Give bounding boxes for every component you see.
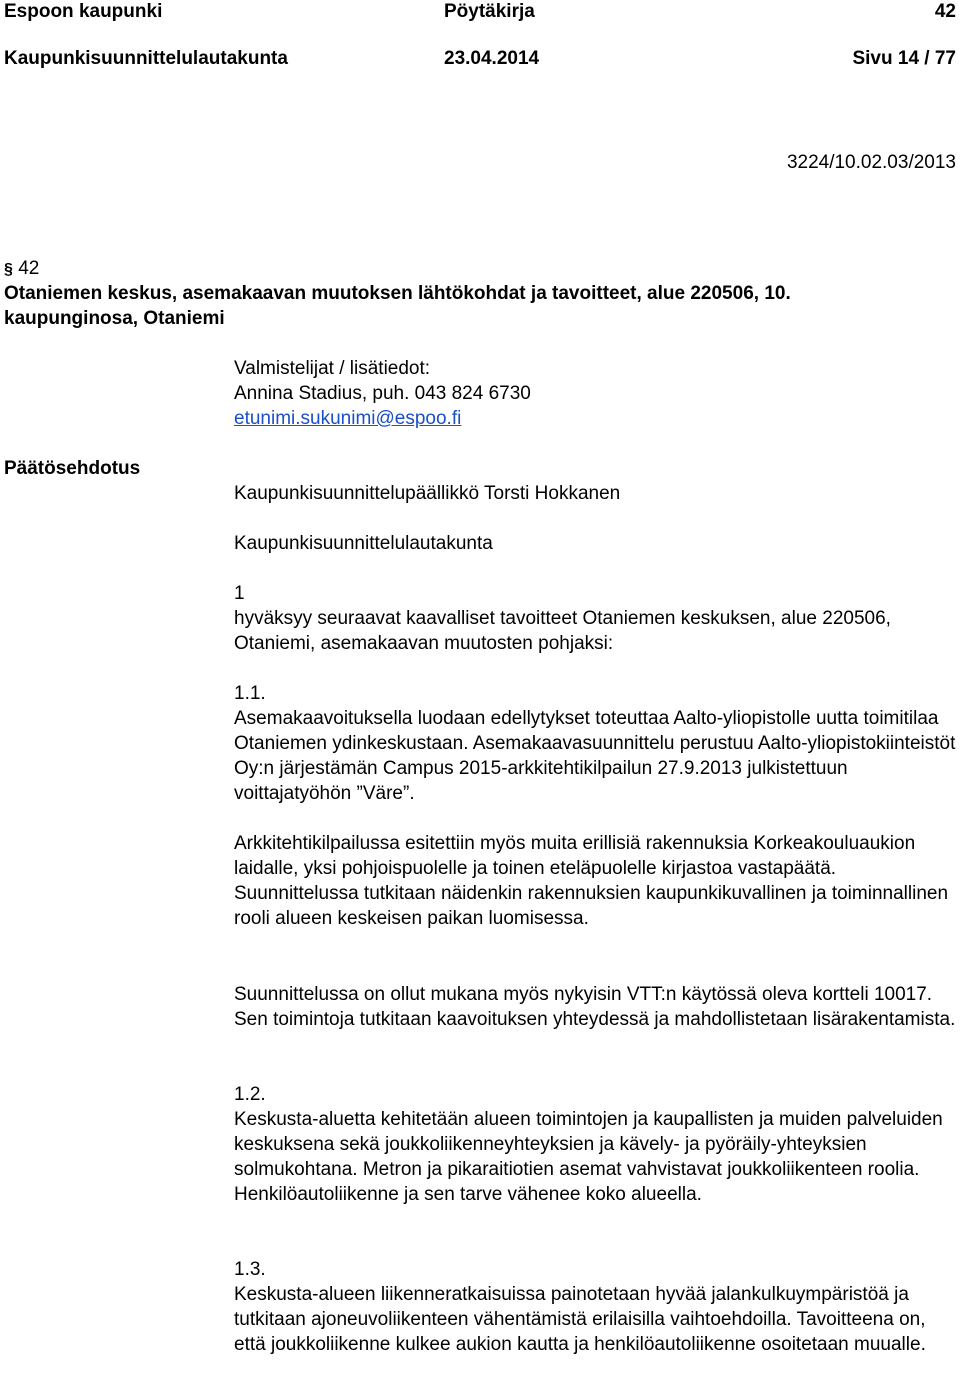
- committee-name: Kaupunkisuunnittelulautakunta: [4, 48, 288, 69]
- document-type: Pöytäkirja: [444, 1, 535, 22]
- item-number: 42: [18, 258, 40, 279]
- preparer-name-phone: Annina Stadius, puh. 043 824 6730: [234, 383, 531, 404]
- proposer: Kaupunkisuunnittelupäällikkö Torsti Hokkanen: [234, 483, 621, 504]
- page-number: Sivu 14 / 77: [852, 48, 956, 69]
- section-1-1-text-3: [234, 982, 956, 1032]
- section-1-1-paragraph-3: Suunnittelussa on ollut mukana myös nykyisin VTT:n käytössä oleva kortteli 10017. Sen toimintoja tutkitaan kaavoituksen yhteydessä ja mahdollistetaan lisärakentamista.: [234, 984, 956, 1030]
- organization-name: Espoon kaupunki: [4, 1, 163, 22]
- deciding-body: Kaupunkisuunnittelulautakunta: [234, 533, 493, 554]
- item-title-line-1: Otaniemen keskus, asemakaavan muutoksen lähtökohdat ja tavoitteet, alue 220506, 10.: [4, 283, 791, 304]
- section-1-1-paragraph-1: Asemakaavoituksella luodaan edellytykset toteuttaa Aalto-yliopistolle uutta toimitilaa Otaniemen ydinkeskustaan. Asemakaavasuunnittelu perustuu Aalto-yliopistokiinteistöt Oy:n järjestämän Campus 2015-arkkitehtikilpailun 27.9.2013 julkistettuun voittajatyöhön ”Väre”.: [234, 708, 956, 804]
- section-number-1-1: 1.1.: [234, 683, 266, 704]
- decision-text: [234, 606, 956, 656]
- section-1-3-paragraph: Keskusta-alueen liikenneratkaisuissa painotetaan hyvää jalankulkuympäristöä ja tutkitaan ajoneuvoliikenteen vähentämistä erilaisilla vaihtoehdoilla. Tavoitteena on, että joukkoliikenne kulkee aukion kautta ja henkilöautoliikenne osoitetaan muualle.: [234, 1284, 926, 1355]
- item-heading: [4, 256, 39, 282]
- section-1-2-text: [234, 1107, 956, 1207]
- section-symbol: §: [4, 261, 13, 278]
- reference-number: 3224/10.02.03/2013: [786, 152, 956, 173]
- section-1-2-paragraph: Keskusta-aluetta kehitetään alueen toimintojen ja kaupallisten ja muiden palveluiden keskuksena sekä joukkoliikenneyhteyksien ja kävely- ja pyöräily-yhteyksien solmukohtana. Metron ja pikaraitiotien asemat vahvistavat joukkoliikenteen roolia. Henkilöautoliikenne ja sen tarve vähenee koko alueella.: [234, 1109, 943, 1205]
- section-number-1-3: 1.3.: [234, 1259, 266, 1280]
- item-title-line-2: kaupunginosa, Otaniemi: [4, 308, 225, 329]
- section-number-1-2: 1.2.: [234, 1084, 266, 1105]
- meeting-date: 23.04.2014: [444, 48, 540, 69]
- proposal-label: Päätösehdotus: [4, 458, 141, 479]
- decision-number: 1: [234, 583, 245, 604]
- section-1-1-text: [234, 706, 956, 806]
- section-1-1-text-2: [234, 831, 956, 931]
- preparer-email-link[interactable]: etunimi.sukunimi@espoo.fi: [234, 408, 462, 429]
- section-1-1-paragraph-2: Arkkitehtikilpailussa esitettiin myös muita erillisiä rakennuksia Korkeakouluaukion laidalle, yksi pohjoispuolelle ja toinen eteläpuolelle kirjastoa vastapäätä. Suunnittelussa tutkitaan näidenkin rakennuksien kaupunkikuvallinen ja toiminnallinen rooli alueen keskeisen paikan luomisessa.: [234, 833, 949, 929]
- section-1-3-text: [234, 1282, 956, 1357]
- item-number-header: 42: [934, 1, 956, 22]
- decision-paragraph: hyväksyy seuraavat kaavalliset tavoitteet Otaniemen keskuksen, alue 220506, Otaniemi, asemakaavan muutosten pohjaksi:: [234, 608, 891, 654]
- preparers-label: Valmistelijat / lisätiedot:: [234, 358, 431, 379]
